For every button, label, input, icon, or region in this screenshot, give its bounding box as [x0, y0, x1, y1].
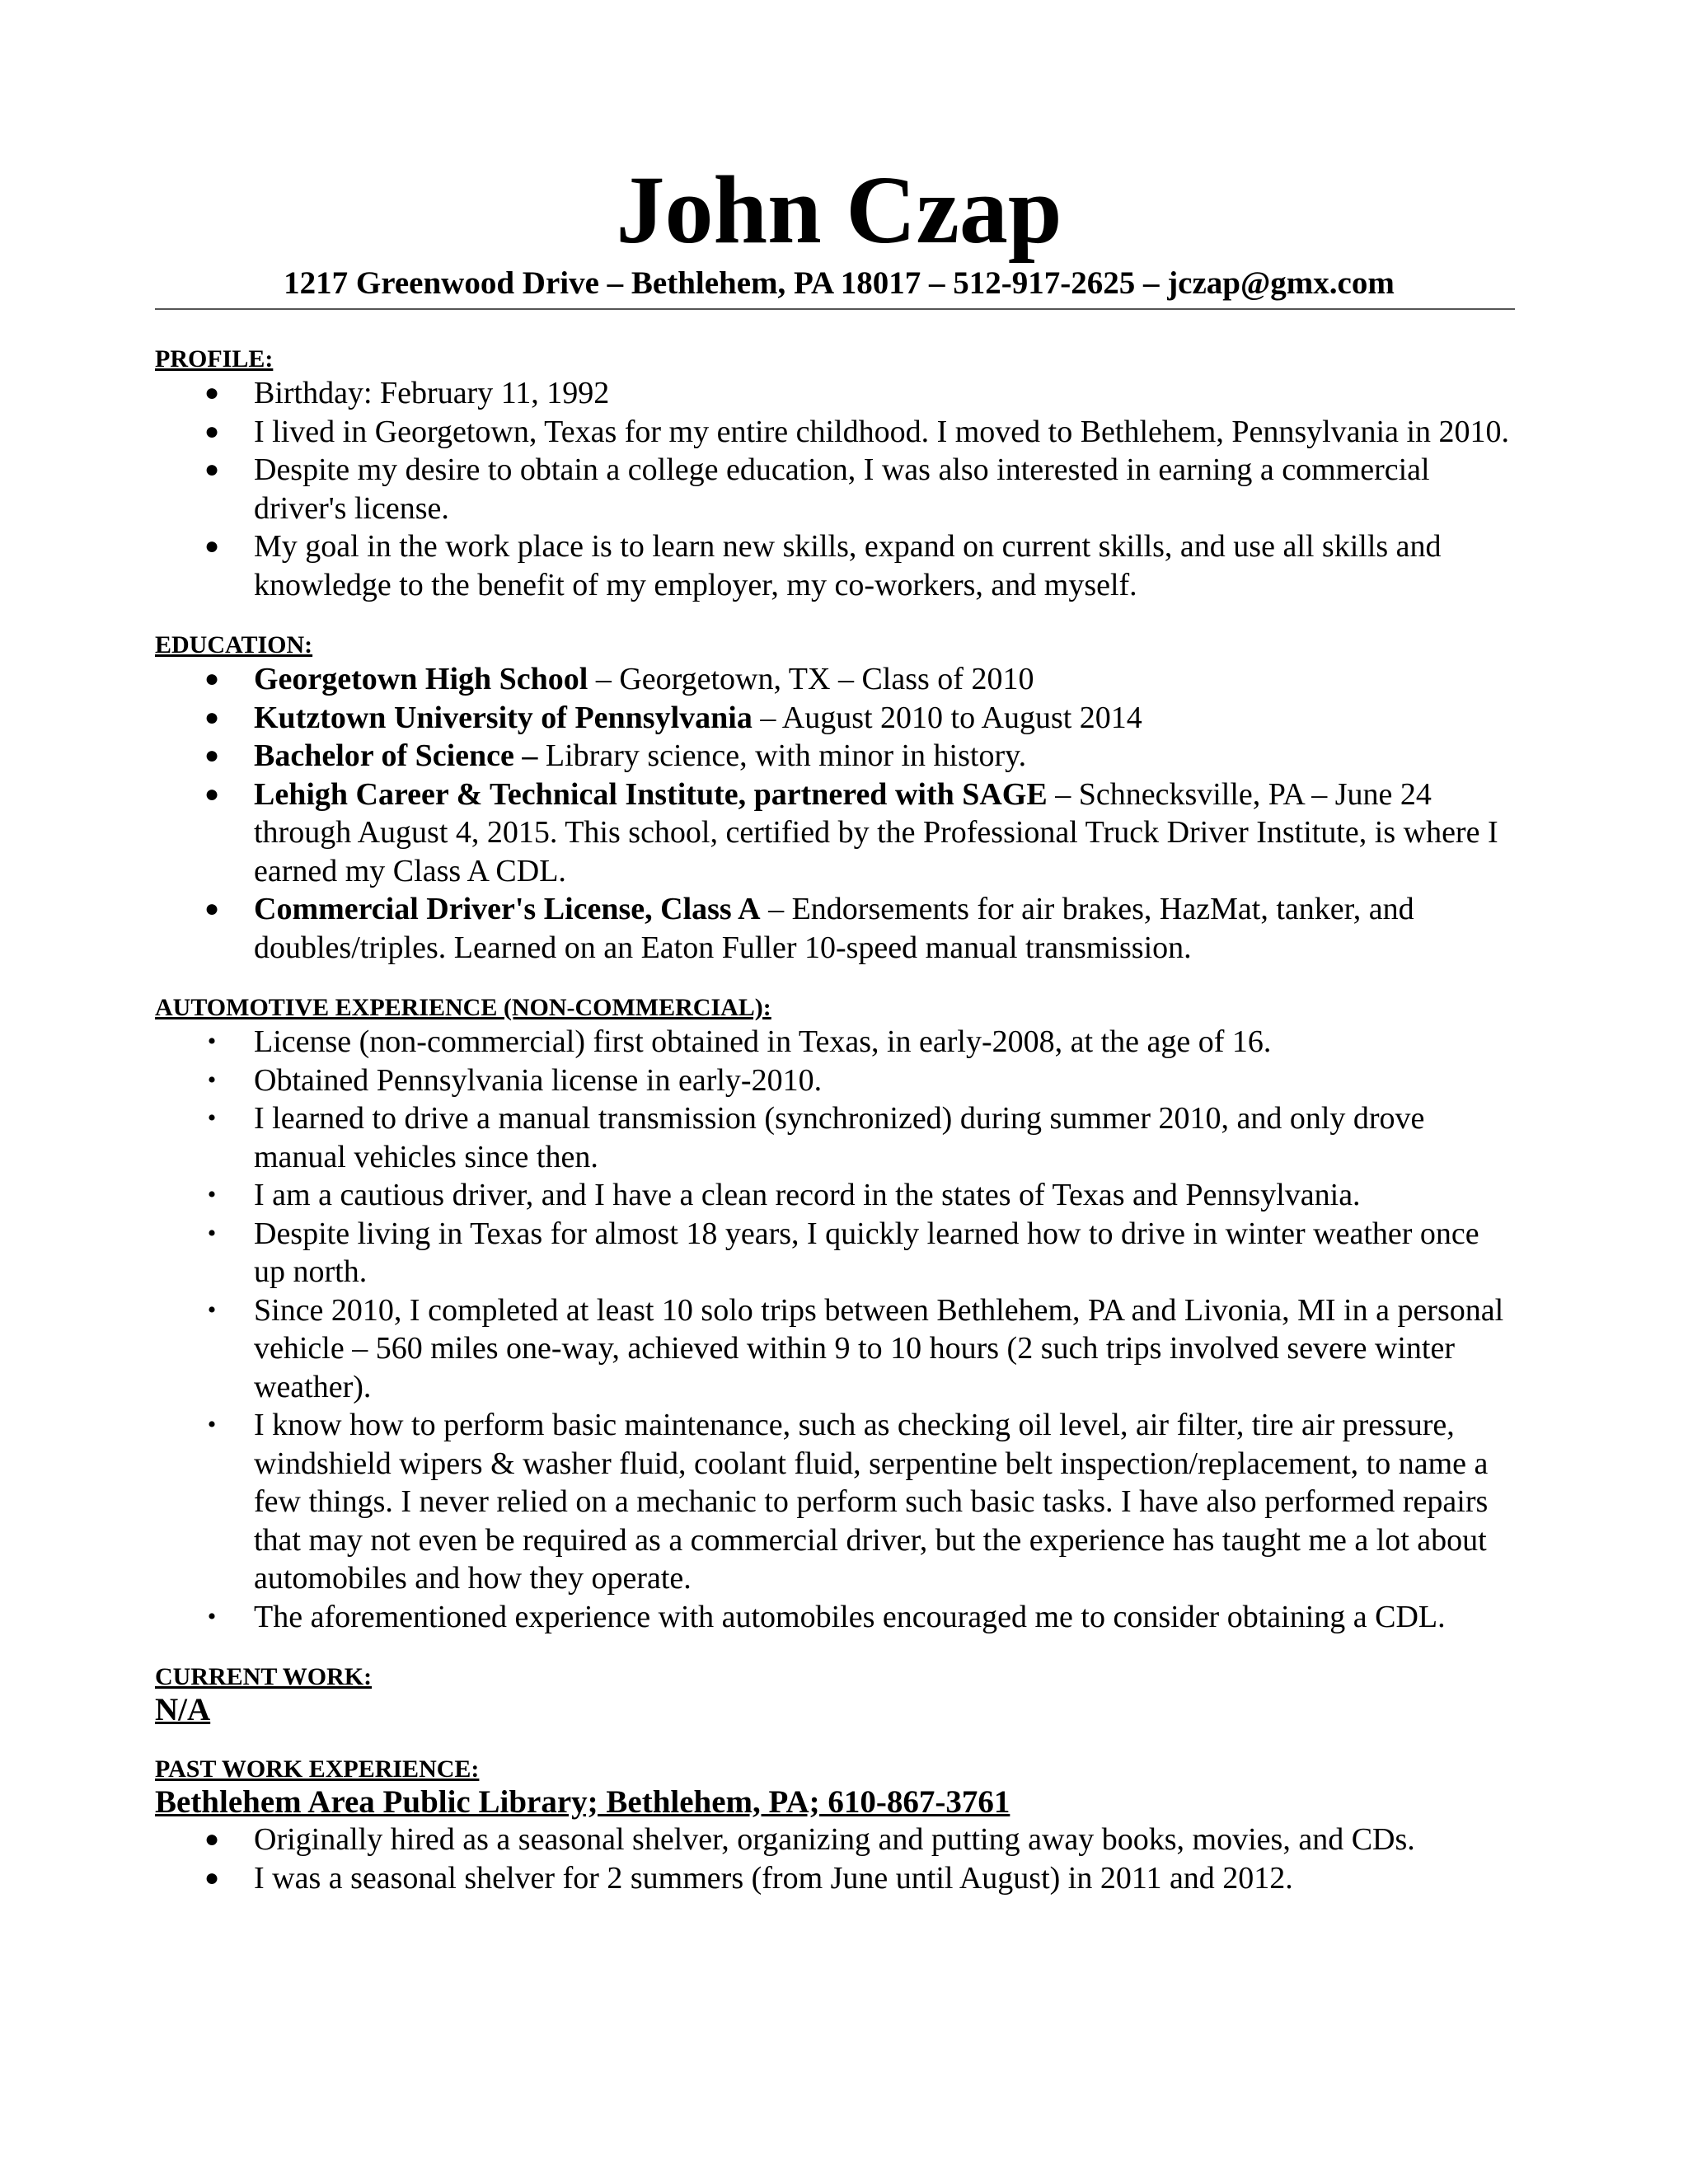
current-work-value: N/A	[155, 1692, 211, 1727]
bullet-icon: ●	[204, 895, 220, 922]
past-work-list	[155, 1821, 1515, 1897]
list-item: ● Commercial Driver's License, Class A – Endorsements for air brakes, HazMat, tanker, and doubles/triples. Learned on an Eaton Fuller 10-speed manual transmission.	[155, 890, 1515, 967]
bullet-icon: ●	[204, 742, 220, 769]
list-item: ● Originally hired as a seasonal shelver, organizing and putting away books, movies, and CDs.	[155, 1821, 1515, 1859]
bullet-icon: •	[207, 1219, 217, 1247]
employer-title: Bethlehem Area Public Library; Bethlehem, PA; 610-867-3761	[155, 1784, 1010, 1820]
list-item: • Despite living in Texas for almost 18 years, I quickly learned how to drive in winter weather once up north.	[155, 1215, 1515, 1291]
current-work-heading: CURRENT WORK:	[155, 1663, 373, 1690]
bullet-icon: ●	[204, 665, 220, 692]
list-item: ● My goal in the work place is to learn new skills, expand on current skills, and use all skills and knowledge to the benefit of my employer, my co-workers, and myself.	[155, 527, 1515, 604]
profile-list	[155, 374, 1515, 604]
bullet-icon: •	[207, 1181, 217, 1208]
list-item: • I am a cautious driver, and I have a clean record in the states of Texas and Pennsylvania.	[155, 1176, 1515, 1215]
education-heading: EDUCATION:	[155, 631, 313, 658]
list-item: • The aforementioned experience with automobiles encouraged me to consider obtaining a CDL.	[155, 1598, 1515, 1637]
current-work-section	[155, 1662, 1515, 1728]
bullet-icon: •	[207, 1602, 217, 1630]
bullet-icon: ●	[204, 379, 220, 406]
resume-page	[155, 157, 1515, 1897]
bullet-icon: ●	[204, 780, 220, 808]
list-item: ● Birthday: February 11, 1992	[155, 374, 1515, 413]
contact-line: 1217 Greenwood Drive – Bethlehem, PA 18017 – 512-917-2625 – jczap@gmx.com	[284, 265, 1395, 301]
list-item: ● Georgetown High School – Georgetown, TX – Class of 2010	[155, 660, 1515, 699]
past-work-section	[155, 1755, 1515, 1897]
bullet-icon: •	[207, 1028, 217, 1055]
bullet-icon: ●	[204, 532, 220, 560]
education-section	[155, 630, 1515, 967]
list-item: • License (non-commercial) first obtained in Texas, in early-2008, at the age of 16.	[155, 1023, 1515, 1062]
bullet-icon: ●	[204, 1863, 220, 1891]
list-item: • I learned to drive a manual transmission (synchronized) during summer 2010, and only drove manual vehicles since then.	[155, 1099, 1515, 1176]
past-work-heading: PAST WORK EXPERIENCE:	[155, 1755, 480, 1783]
automotive-section	[155, 993, 1515, 1636]
bullet-icon: ●	[204, 703, 220, 731]
list-item: ● Bachelor of Science – Library science, with minor in history.	[155, 737, 1515, 776]
list-item: • Obtained Pennsylvania license in early-2010.	[155, 1062, 1515, 1100]
bullet-icon: •	[207, 1104, 217, 1132]
automotive-heading: AUTOMOTIVE EXPERIENCE (NON-COMMERCIAL):	[155, 994, 771, 1021]
bullet-icon: ●	[204, 1825, 220, 1853]
bullet-icon: •	[207, 1296, 217, 1324]
list-item: • Since 2010, I completed at least 10 solo trips between Bethlehem, PA and Livonia, MI in a personal vehicle – 560 miles one-way, achieved within 9 to 10 hours (2 such trips involved severe winter weather).	[155, 1291, 1515, 1407]
list-item: ● I lived in Georgetown, Texas for my entire childhood. I moved to Bethlehem, Pennsylvania in 2010.	[155, 413, 1515, 452]
automotive-list	[155, 1023, 1515, 1636]
bullet-icon: •	[207, 1411, 217, 1438]
bullet-icon: •	[207, 1066, 217, 1094]
list-item: ● Kutztown University of Pennsylvania – August 2010 to August 2014	[155, 699, 1515, 738]
list-item: ● Lehigh Career & Technical Institute, partnered with SAGE – Schnecksville, PA – June 24 through August 4, 2015. This school, certified by the Professional Truck Driver Institute, is where I earned my Class A CDL.	[155, 776, 1515, 891]
bullet-icon: ●	[204, 456, 220, 483]
list-item: ● I was a seasonal shelver for 2 summers (from June until August) in 2011 and 2012.	[155, 1859, 1515, 1898]
profile-heading: PROFILE:	[155, 345, 274, 373]
bullet-icon: ●	[204, 417, 220, 445]
resume-name: John Czap	[616, 156, 1062, 264]
education-list	[155, 660, 1515, 967]
list-item: • I know how to perform basic maintenance, such as checking oil level, air filter, tire air pressure, windshield wipers & washer fluid, coolant fluid, serpentine belt inspection/replacement, to name a few things. I never relied on a mechanic to perform such basic tasks. I have also performed repairs that may not even be required as a commercial driver, but the experience has taught me a lot about automobiles and how they operate.	[155, 1406, 1515, 1598]
list-item: ● Despite my desire to obtain a college education, I was also interested in earning a commercial driver's license.	[155, 451, 1515, 527]
profile-section	[155, 344, 1515, 604]
